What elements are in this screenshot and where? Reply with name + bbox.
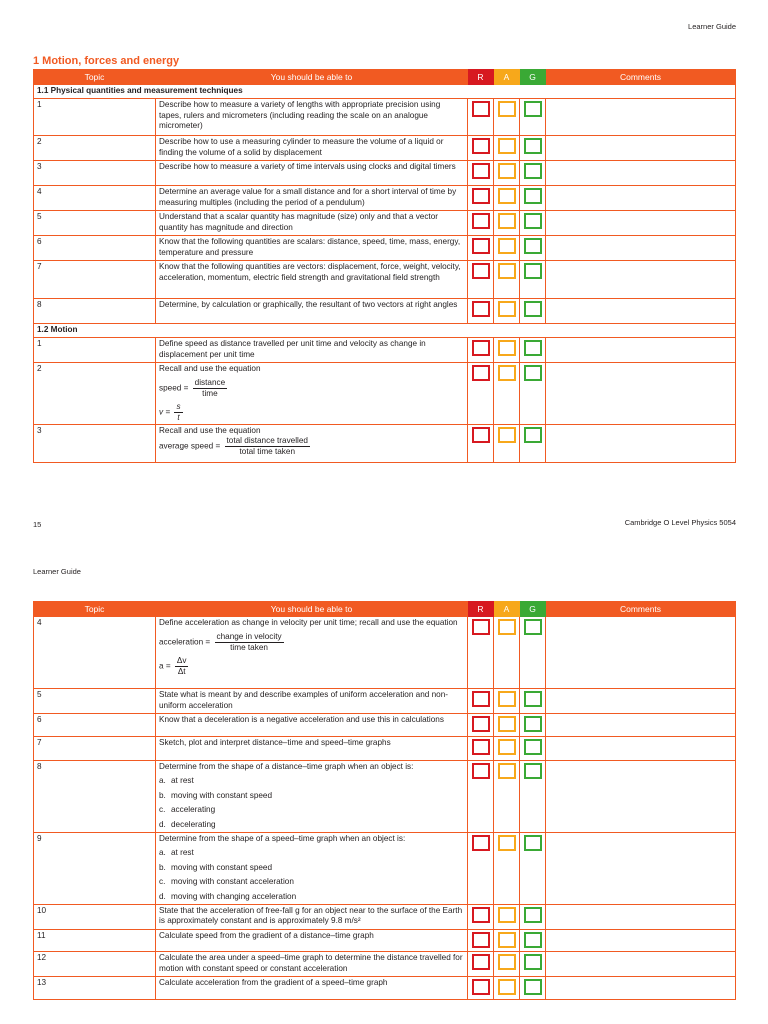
denominator: t: [177, 412, 180, 422]
list-label: c.: [159, 877, 166, 886]
amber-checkbox[interactable]: [498, 365, 516, 381]
amber-checkbox[interactable]: [498, 619, 516, 635]
comments-cell[interactable]: [546, 904, 736, 929]
topic-number: 6: [34, 714, 156, 737]
numerator: Δv: [176, 655, 187, 665]
amber-checkbox[interactable]: [498, 932, 516, 948]
col-able: You should be able to: [156, 70, 468, 85]
topic-number: 4: [34, 186, 156, 211]
objective-text: Know that a deceleration is a negative acceleration and use this in calculations: [156, 714, 468, 737]
objective-text: State what is meant by and describe examples of uniform acceleration and non-uniform acceleration: [156, 689, 468, 714]
red-checkbox[interactable]: [472, 427, 490, 443]
amber-checkbox[interactable]: [498, 763, 516, 779]
comments-cell[interactable]: [546, 363, 736, 425]
list-label: b.: [159, 862, 166, 872]
table-row: [34, 363, 736, 425]
table-row: [34, 236, 736, 261]
amber-checkbox[interactable]: [498, 907, 516, 923]
col-amber: A: [494, 602, 520, 617]
table-header-row: [34, 70, 736, 85]
red-checkbox[interactable]: [472, 835, 490, 851]
topic-number: 13: [34, 977, 156, 1000]
topic-number: 7: [34, 736, 156, 760]
table-row: [34, 736, 736, 760]
equation-lhs: acceleration =: [159, 637, 211, 647]
topic-number: 1: [34, 99, 156, 136]
objective-cell: [156, 363, 468, 425]
list-label: c.: [159, 805, 166, 814]
objective-text: Know that the following quantities are vectors: displacement, force, weight, velocity, acceleration, momentum, electric field strength and gravitational field strength: [156, 261, 468, 299]
green-checkbox[interactable]: [524, 619, 542, 635]
page-number: 15: [33, 520, 42, 529]
col-red: R: [468, 602, 494, 617]
table-row: [34, 338, 736, 363]
fraction: [193, 378, 228, 399]
section-row: [34, 324, 736, 338]
red-checkbox[interactable]: [472, 188, 490, 204]
amber-checkbox[interactable]: [498, 835, 516, 851]
comments-cell[interactable]: [546, 299, 736, 324]
list-item: [159, 892, 464, 903]
list-item: [159, 820, 464, 831]
list-text: decelerating: [171, 819, 216, 829]
amber-checkbox[interactable]: [498, 340, 516, 356]
objective-cell: [156, 617, 468, 689]
comments-cell[interactable]: [546, 261, 736, 299]
amber-checkbox[interactable]: [498, 739, 516, 755]
col-able: You should be able to: [156, 602, 468, 617]
amber-checkbox[interactable]: [498, 138, 516, 154]
equation-lhs: v =: [159, 407, 171, 417]
section-heading: 1.2 Motion: [34, 324, 736, 338]
fraction: [175, 656, 189, 677]
topic-number: 8: [34, 299, 156, 324]
col-topic: Topic: [34, 70, 156, 85]
table-row: [34, 977, 736, 1000]
list-item: [159, 805, 464, 816]
red-checkbox[interactable]: [472, 101, 490, 117]
table-row: [34, 161, 736, 186]
green-checkbox[interactable]: [524, 691, 542, 707]
equation-lhs: speed =: [159, 383, 189, 393]
topic-number: 6: [34, 236, 156, 261]
objective-text: Determine from the shape of a distance–time graph when an object is:: [159, 761, 414, 771]
red-checkbox[interactable]: [472, 619, 490, 635]
objective-cell: [156, 760, 468, 832]
table-row: [34, 424, 736, 462]
comments-cell[interactable]: [546, 617, 736, 689]
green-checkbox[interactable]: [524, 835, 542, 851]
green-checkbox[interactable]: [524, 163, 542, 179]
topic-number: 4: [34, 617, 156, 689]
amber-checkbox[interactable]: [498, 263, 516, 279]
topic-number: 3: [34, 161, 156, 186]
amber-checkbox[interactable]: [498, 954, 516, 970]
red-checkbox[interactable]: [472, 365, 490, 381]
numerator: change in velocity: [216, 631, 282, 641]
red-checkbox[interactable]: [472, 954, 490, 970]
list-text: at rest: [171, 848, 194, 857]
objective-text: Determine, by calculation or graphically, the resultant of two vectors at right angles: [156, 299, 468, 324]
topic-number: 1: [34, 338, 156, 363]
table-row: [34, 211, 736, 236]
comments-cell[interactable]: [546, 236, 736, 261]
numerator: distance: [194, 377, 226, 387]
table-row: [34, 904, 736, 929]
col-comments: Comments: [546, 70, 736, 85]
list-text: moving with constant speed: [171, 862, 273, 872]
topic-number: 5: [34, 689, 156, 714]
objective-text: Calculate the area under a speed–time graph to determine the distance travelled for motion with constant speed or constant acceleration: [156, 952, 468, 977]
comments-cell[interactable]: [546, 689, 736, 714]
green-checkbox[interactable]: [524, 979, 542, 995]
objective-cell: [156, 832, 468, 904]
list-item: [159, 877, 464, 888]
topic-number: 7: [34, 261, 156, 299]
table-row: [34, 689, 736, 714]
table-row: [34, 714, 736, 737]
green-checkbox[interactable]: [524, 238, 542, 254]
topic-number: 11: [34, 929, 156, 952]
table-row: [34, 617, 736, 689]
red-checkbox[interactable]: [472, 138, 490, 154]
table-row: [34, 99, 736, 136]
objective-text: Sketch, plot and interpret distance–time and speed–time graphs: [156, 736, 468, 760]
list-item: [159, 791, 464, 802]
section-title: 1 Motion, forces and energy: [33, 55, 180, 67]
fraction: [174, 402, 182, 423]
col-green: G: [520, 602, 546, 617]
objective-text: Describe how to measure a variety of lengths with appropriate precision using tapes, rulers and micrometers (including reading the scale on an analogue micrometer): [156, 99, 468, 136]
red-checkbox[interactable]: [472, 691, 490, 707]
equation: [159, 632, 464, 653]
objective-text: Understand that a scalar quantity has magnitude (size) only and that a vector quantity has magnitude and direction: [156, 211, 468, 236]
amber-checkbox[interactable]: [498, 427, 516, 443]
green-checkbox[interactable]: [524, 763, 542, 779]
section-heading: 1.1 Physical quantities and measurement techniques: [34, 85, 736, 99]
table-row: [34, 299, 736, 324]
topic-number: 2: [34, 363, 156, 425]
red-checkbox[interactable]: [472, 907, 490, 923]
page-header: Learner Guide: [33, 567, 81, 576]
table-row: [34, 952, 736, 977]
green-checkbox[interactable]: [524, 716, 542, 732]
green-checkbox[interactable]: [524, 932, 542, 948]
comments-cell[interactable]: [546, 161, 736, 186]
green-checkbox[interactable]: [524, 954, 542, 970]
green-checkbox[interactable]: [524, 188, 542, 204]
list-label: a.: [159, 776, 166, 785]
amber-checkbox[interactable]: [498, 716, 516, 732]
section-row: [34, 85, 736, 99]
list-text: moving with changing acceleration: [171, 891, 297, 901]
topic-number: 9: [34, 832, 156, 904]
equation: [159, 656, 464, 677]
fraction: [215, 632, 284, 653]
col-green: G: [520, 70, 546, 85]
checklist-table: [33, 69, 736, 463]
green-checkbox[interactable]: [524, 365, 542, 381]
green-checkbox[interactable]: [524, 340, 542, 356]
comments-cell[interactable]: [546, 186, 736, 211]
objective-text: Calculate speed from the gradient of a distance–time graph: [156, 929, 468, 952]
checklist-table: [33, 601, 736, 1000]
green-checkbox[interactable]: [524, 907, 542, 923]
amber-checkbox[interactable]: [498, 101, 516, 117]
topic-number: 2: [34, 136, 156, 161]
green-checkbox[interactable]: [524, 138, 542, 154]
numerator: s: [176, 401, 181, 411]
equation: [159, 402, 464, 423]
table-row: [34, 760, 736, 832]
red-checkbox[interactable]: [472, 163, 490, 179]
amber-checkbox[interactable]: [498, 301, 516, 317]
denominator: total time taken: [239, 447, 296, 456]
list-text: moving with constant speed: [171, 790, 273, 800]
amber-checkbox[interactable]: [498, 188, 516, 204]
equation-lhs: average speed =: [159, 441, 221, 451]
objective-cell: [156, 424, 468, 462]
list-label: a.: [159, 848, 166, 857]
amber-checkbox[interactable]: [498, 979, 516, 995]
topic-number: 8: [34, 760, 156, 832]
comments-cell[interactable]: [546, 136, 736, 161]
green-checkbox[interactable]: [524, 301, 542, 317]
topic-number: 10: [34, 904, 156, 929]
red-checkbox[interactable]: [472, 263, 490, 279]
equation: [159, 378, 464, 399]
red-checkbox[interactable]: [472, 301, 490, 317]
numerator: total distance travelled: [226, 436, 308, 445]
objective-text: Describe how to measure a variety of time intervals using clocks and digital timers: [156, 161, 468, 186]
table-header-row: [34, 602, 736, 617]
denominator: time: [202, 388, 218, 398]
objective-text: Calculate acceleration from the gradient of a speed–time graph: [156, 977, 468, 1000]
table-row: [34, 261, 736, 299]
comments-cell[interactable]: [546, 714, 736, 737]
objective-text: Determine from the shape of a speed–time graph when an object is:: [159, 833, 406, 843]
col-red: R: [468, 70, 494, 85]
green-checkbox[interactable]: [524, 427, 542, 443]
red-checkbox[interactable]: [472, 763, 490, 779]
col-topic: Topic: [34, 602, 156, 617]
objective-text: Recall and use the equation: [159, 425, 261, 435]
amber-checkbox[interactable]: [498, 163, 516, 179]
red-checkbox[interactable]: [472, 932, 490, 948]
comments-cell[interactable]: [546, 736, 736, 760]
list-text: at rest: [171, 776, 194, 785]
comments-cell[interactable]: [546, 760, 736, 832]
red-checkbox[interactable]: [472, 979, 490, 995]
objective-text: Define speed as distance travelled per unit time and velocity as change in displacement per unit time: [156, 338, 468, 363]
list-item: [159, 848, 464, 859]
comments-cell[interactable]: [546, 424, 736, 462]
green-checkbox[interactable]: [524, 739, 542, 755]
comments-cell[interactable]: [546, 211, 736, 236]
table-row: [34, 832, 736, 904]
table-row: [34, 136, 736, 161]
red-checkbox[interactable]: [472, 739, 490, 755]
list-text: moving with constant acceleration: [171, 877, 294, 886]
list-label: d.: [159, 819, 166, 829]
list-text: accelerating: [171, 805, 216, 814]
objective-text: Know that the following quantities are scalars: distance, speed, time, mass, energy, temperature and pressure: [156, 236, 468, 261]
objective-text: Describe how to use a measuring cylinder to measure the volume of a liquid or finding the volume of a solid by displacement: [156, 136, 468, 161]
comments-cell[interactable]: [546, 929, 736, 952]
amber-checkbox[interactable]: [498, 238, 516, 254]
page-header: Learner Guide: [688, 22, 736, 31]
objective-text: Determine an average value for a small distance and for a short interval of time by measuring multiples (including the period of a pendulum): [156, 186, 468, 211]
red-checkbox[interactable]: [472, 716, 490, 732]
objective-text: Define acceleration as change in velocity per unit time; recall and use the equation: [159, 618, 458, 627]
red-checkbox[interactable]: [472, 213, 490, 229]
col-comments: Comments: [546, 602, 736, 617]
objective-text: Recall and use the equation: [159, 364, 261, 373]
topic-number: 3: [34, 424, 156, 462]
green-checkbox[interactable]: [524, 101, 542, 117]
denominator: Δt: [177, 666, 186, 676]
topic-number: 12: [34, 952, 156, 977]
col-amber: A: [494, 70, 520, 85]
green-checkbox[interactable]: [524, 263, 542, 279]
equation-lhs: a =: [159, 661, 171, 671]
list-label: d.: [159, 891, 166, 901]
amber-checkbox[interactable]: [498, 213, 516, 229]
list-item: [159, 776, 464, 787]
comments-cell[interactable]: [546, 832, 736, 904]
list-item: [159, 863, 464, 874]
red-checkbox[interactable]: [472, 340, 490, 356]
objective-text: State that the acceleration of free-fall g for an object near to the surface of the Earth is approximately constant and is approximately 9.8 m/s²: [156, 904, 468, 929]
comments-cell[interactable]: [546, 977, 736, 1000]
table-row: [34, 929, 736, 952]
page-2: [0, 545, 768, 1024]
fraction: [225, 436, 310, 457]
red-checkbox[interactable]: [472, 238, 490, 254]
list-label: b.: [159, 790, 166, 800]
comments-cell[interactable]: [546, 952, 736, 977]
table-row: [34, 186, 736, 211]
comments-cell[interactable]: [546, 99, 736, 136]
topic-number: 5: [34, 211, 156, 236]
course-name: Cambridge O Level Physics 5054: [624, 518, 736, 527]
green-checkbox[interactable]: [524, 213, 542, 229]
comments-cell[interactable]: [546, 338, 736, 363]
amber-checkbox[interactable]: [498, 691, 516, 707]
denominator: time taken: [230, 642, 268, 652]
equation: [159, 436, 464, 457]
